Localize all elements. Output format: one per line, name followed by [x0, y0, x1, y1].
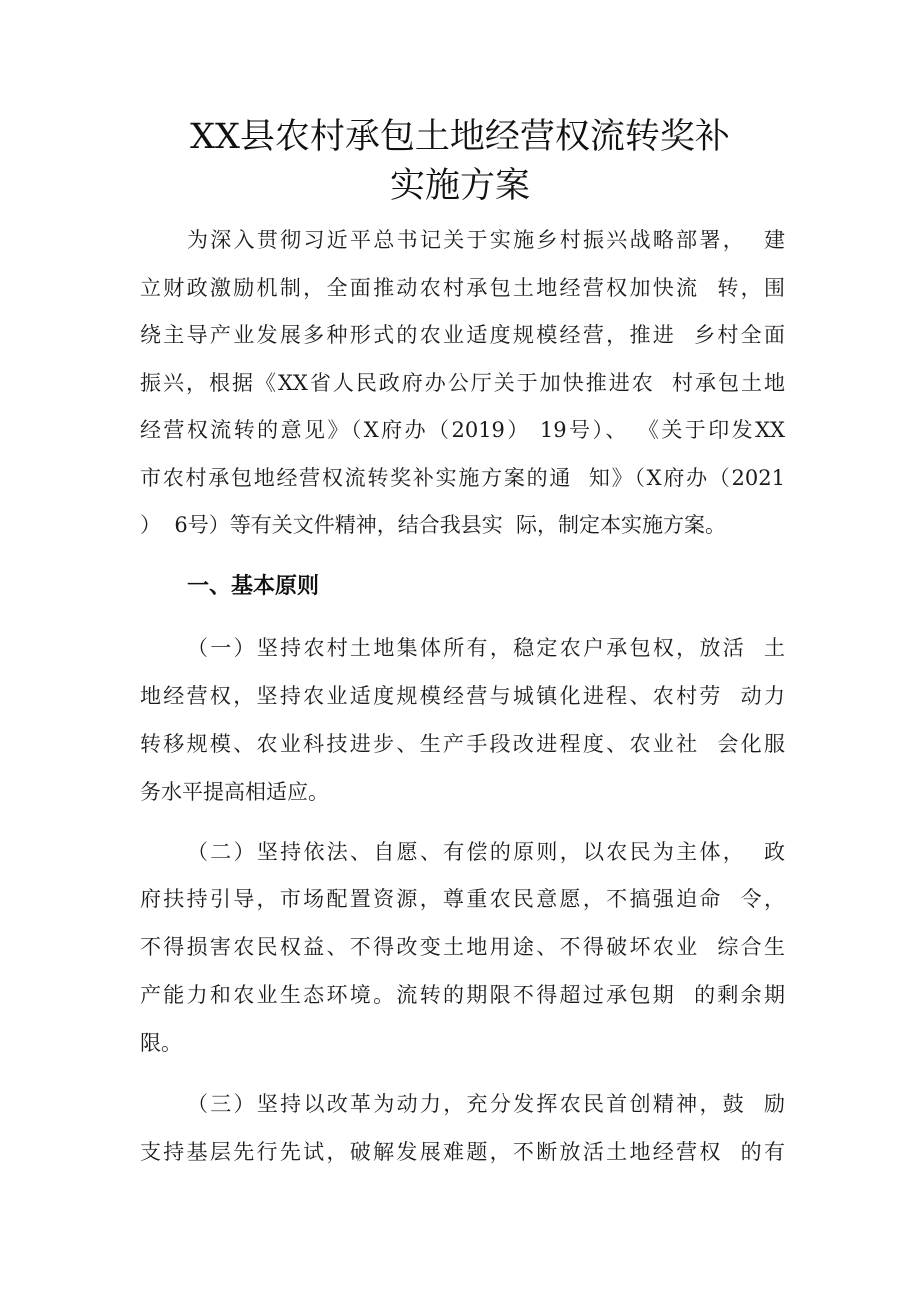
document-title-line-2: 实施方案: [389, 166, 530, 206]
principle-line: 不得损害农民权益、不得改变土地用途、不得破坏农业 综合生: [140, 935, 785, 959]
principle-line: 产能力和农业生态环境。流转的期限不得超过承包期 的剩余期: [140, 983, 785, 1007]
principle-line: （一）坚持农村土地集体所有，稳定农户承包权，放活 土: [187, 636, 785, 660]
intro-line: ） 6号）等有关文件精神，结合我县实 际，制定本实施方案。: [140, 513, 727, 537]
intro-line: 振兴，根据《XX省人民政府办公厅关于加快推进农 村承包土地: [140, 371, 785, 395]
document-title-line-1: XX县农村承包土地经营权流转奖补: [190, 117, 730, 157]
intro-line: 市农村承包地经营权流转奖补实施方案的通 知》（X府办（2021: [140, 466, 785, 490]
principle-line: 务水平提高相适应。: [140, 780, 329, 804]
principle-line: 限。: [140, 1031, 182, 1055]
intro-line: 经营权流转的意见》（X府办（2019） 19号）、 《关于印发XX: [140, 418, 785, 442]
principle-line: （二）坚持依法、自愿、有偿的原则，以农民为主体， 政: [187, 840, 785, 864]
principle-line: （三）坚持以改革为动力，充分发挥农民首创精神，鼓 励: [187, 1092, 785, 1116]
intro-line: 立财政激励机制，全面推动农村承包土地经营权加快流 转，围: [140, 276, 785, 300]
principle-line: 转移规模、农业科技进步、生产手段改进程度、农业社 会化服: [140, 732, 785, 756]
principle-line: 支持基层先行先试，破解发展难题，不断放活土地经营权 的有: [140, 1140, 785, 1164]
intro-line: 绕主导产业发展多种形式的农业适度规模经营，推进 乡村全面: [140, 323, 785, 347]
principle-line: 府扶持引导，市场配置资源，尊重农民意愿，不搞强迫命 令，: [140, 887, 785, 911]
intro-line: 为深入贯彻习近平总书记关于实施乡村振兴战略部署， 建: [187, 228, 785, 252]
principle-line: 地经营权，坚持农业适度规模经营与城镇化进程、农村劳 动力: [140, 684, 785, 708]
section-heading-basic-principles: 一、基本原则: [187, 574, 320, 599]
